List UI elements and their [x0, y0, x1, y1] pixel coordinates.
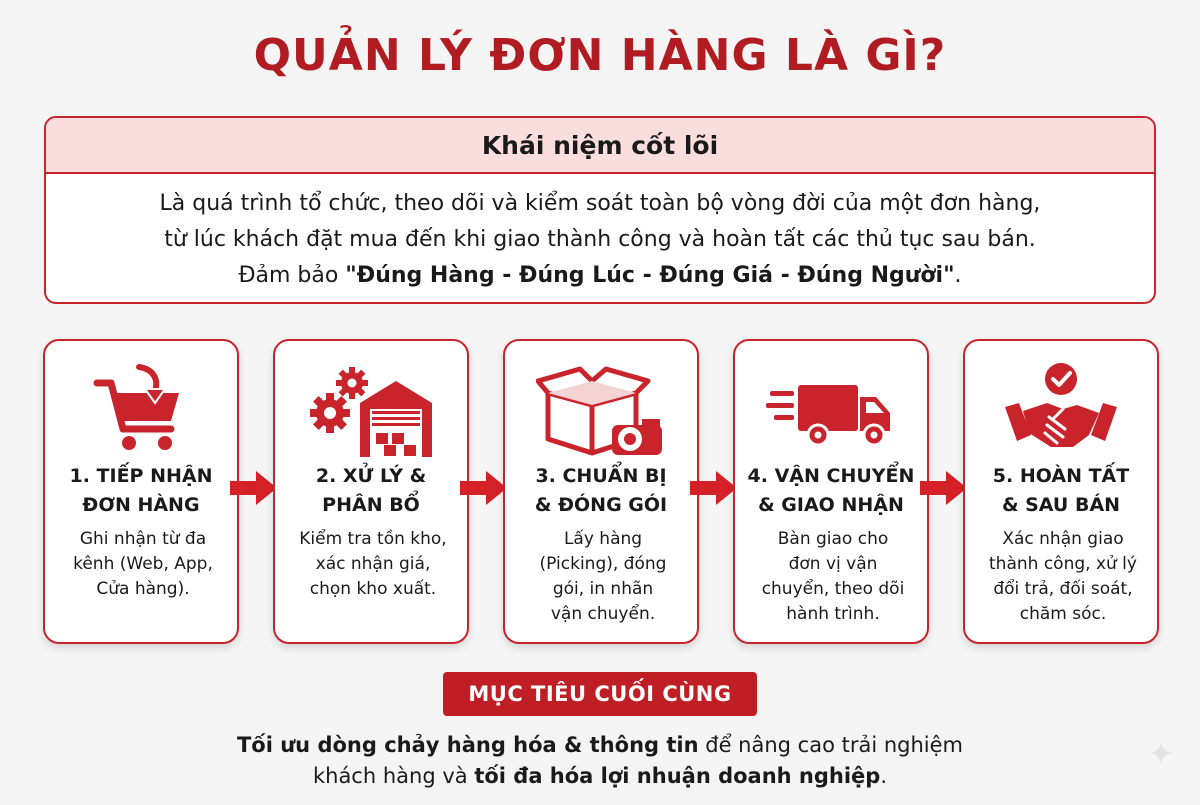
step-desc-4 [745, 527, 921, 627]
goal-statement [0, 730, 1200, 792]
flow-arrow-icon [460, 468, 508, 508]
flow-arrow-icon [690, 468, 738, 508]
goal-line-1 [0, 730, 1200, 761]
step-title-line: 5. HOÀN TẤT [992, 465, 1130, 487]
goal-line-2 [0, 761, 1200, 792]
handshake-check-icon [965, 355, 1157, 467]
step-title-4 [735, 462, 927, 520]
flow-arrow-icon [230, 468, 278, 508]
step-desc-line: đơn vị vận [788, 554, 878, 574]
step-desc-line: đổi trả, đối soát, [993, 579, 1133, 599]
step-title-1 [45, 462, 237, 520]
step-title-5 [965, 462, 1157, 520]
box-tape-icon [505, 355, 697, 467]
step-card-1 [43, 339, 239, 644]
step-desc-line: Ghi nhận từ đa [79, 529, 207, 549]
step-title-line: & GIAO NHẬN [758, 494, 904, 516]
step-desc-line: Bàn giao cho [777, 529, 889, 549]
step-desc-line: Kiểm tra tồn kho, [299, 529, 447, 549]
concept-line-2: từ lúc khách đặt mua đến khi giao thành công và hoàn tất các thủ tục sau bán. [164, 227, 1036, 252]
delivery-truck-icon [735, 355, 927, 467]
gears-warehouse-icon [275, 355, 467, 467]
step-desc-line: hành trình. [786, 604, 880, 624]
step-card-3 [503, 339, 699, 644]
step-title-line: PHÂN BỔ [322, 494, 420, 516]
concept-principle: "Đúng Hàng - Đúng Lúc - Đúng Giá - Đúng Người" [345, 263, 955, 288]
step-title-line: 1. TIẾP NHẬN [69, 465, 213, 487]
step-title-line: & SAU BÁN [1001, 494, 1121, 516]
step-desc-line: thành công, xử lý [989, 554, 1137, 574]
page-title: QUẢN LÝ ĐƠN HÀNG LÀ GÌ? [253, 30, 947, 81]
step-desc-line: vận chuyển. [550, 604, 656, 624]
step-title-line: & ĐÓNG GÓI [534, 494, 668, 516]
step-desc-line: (Picking), đóng [539, 554, 667, 574]
step-card-4 [733, 339, 929, 644]
step-desc-2 [285, 527, 461, 602]
goal-bold-2: tối đa hóa lợi nhuận doanh nghiệp [474, 764, 881, 788]
step-desc-line: chăm sóc. [1019, 604, 1107, 624]
step-title-line: 2. XỬ LÝ & [315, 465, 427, 487]
concept-line-3 [46, 258, 1154, 294]
goal-end-2: . [880, 764, 888, 788]
step-desc-line: chọn kho xuất. [309, 579, 437, 599]
goal-badge: MỤC TIÊU CUỐI CÙNG [443, 672, 757, 716]
step-title-3 [505, 462, 697, 520]
step-desc-line: kênh (Web, App, [73, 554, 213, 574]
step-title-line: 3. CHUẨN BỊ [535, 465, 667, 487]
step-title-2 [275, 462, 467, 520]
step-desc-line: Lấy hàng [563, 529, 643, 549]
flow-arrow-icon [920, 468, 968, 508]
concept-line-3-suffix: . [954, 263, 962, 288]
step-desc-1 [55, 527, 231, 602]
step-title-line: ĐƠN HÀNG [82, 494, 200, 516]
core-concept-box [44, 116, 1156, 304]
goal-rest-1: để nâng cao trải nghiệm [698, 733, 964, 757]
step-desc-line: xác nhận giá, [315, 554, 431, 574]
step-title-line: 4. VẬN CHUYỂN [747, 465, 915, 487]
step-desc-line: Xác nhận giao [1002, 529, 1124, 549]
concept-line-3-prefix: Đảm bảo [238, 263, 346, 288]
step-desc-line: gói, in nhãn [552, 579, 654, 599]
step-desc-5 [975, 527, 1151, 627]
concept-line-1: Là quá trình tổ chức, theo dõi và kiểm soát toàn bộ vòng đời của một đơn hàng, [159, 191, 1041, 216]
shopping-cart-icon [45, 355, 237, 467]
concept-heading: Khái niệm cốt lõi [46, 118, 1154, 174]
step-card-5 [963, 339, 1159, 644]
step-desc-line: chuyển, theo dõi [761, 579, 905, 599]
goal-rest-2: khách hàng và [312, 764, 475, 788]
concept-body [46, 174, 1154, 294]
step-card-2 [273, 339, 469, 644]
step-desc-line: Cửa hàng). [96, 579, 190, 599]
goal-bold-1: Tối ưu dòng chảy hàng hóa & thông tin [236, 733, 699, 757]
sparkle-icon [1148, 740, 1174, 766]
step-desc-3 [515, 527, 691, 627]
